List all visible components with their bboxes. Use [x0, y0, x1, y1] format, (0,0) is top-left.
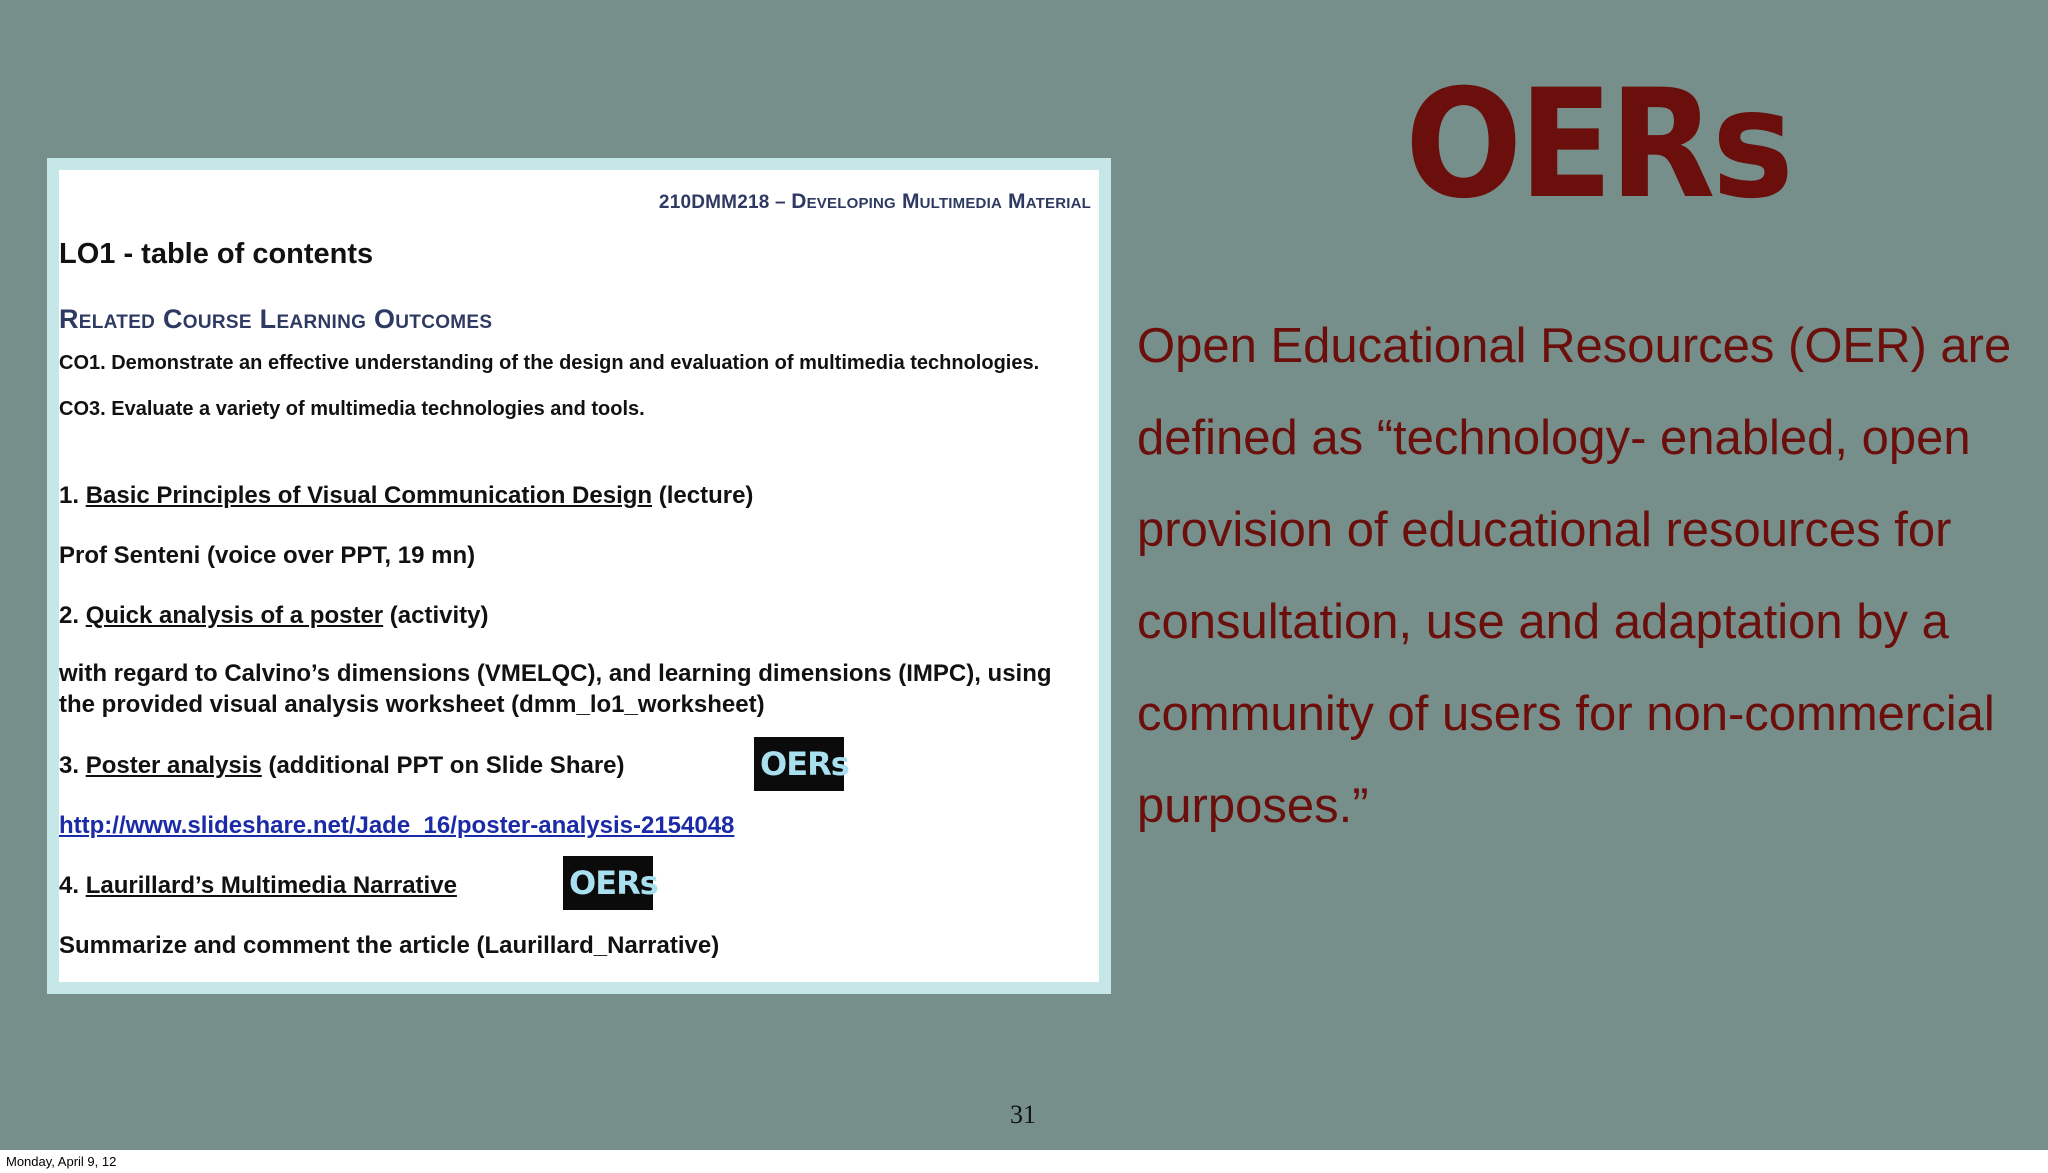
course-code: 210DMM218 [658, 192, 770, 213]
item-number: 1. [59, 482, 86, 509]
slide-title: OERs [1405, 58, 1791, 232]
item-4 [59, 872, 457, 900]
item-3-title: Poster analysis [85, 752, 262, 779]
footer-date: Monday, April 9, 12 [6, 1154, 117, 1169]
item-1 [59, 482, 753, 510]
item-number: 4. [59, 872, 86, 899]
item-suffix: (activity) [383, 602, 489, 629]
item-suffix: (additional PPT on Slide Share) [261, 752, 625, 779]
lo-title: LO1 - table of contents [59, 238, 374, 270]
course-separator: – [769, 192, 792, 213]
activity-note: with regard to Calvino’s dimensions (VMELQC), and learning dimensions (IMPC), using the provided visual analysis worksheet (dmm_lo1_worksheet) [59, 660, 1052, 718]
related-outcomes-heading: Related Course Learning Outcomes [59, 304, 493, 334]
outcome-co3: CO3. Evaluate a variety of multimedia technologies and tools. [59, 398, 645, 420]
footer-strip [0, 1150, 2048, 1173]
item-suffix: (lecture) [652, 482, 754, 509]
oers-badge: OERs [563, 856, 653, 910]
item-4-title: Laurillard’s Multimedia Narrative [85, 872, 457, 899]
final-note: Summarize and comment the article (Laurillard_Narrative) [59, 932, 720, 959]
item-1-title: Basic Principles of Visual Communication Design [85, 482, 653, 509]
course-name: Developing Multimedia Material [791, 190, 1091, 213]
item-number: 2. [59, 602, 86, 629]
item-2 [59, 602, 489, 630]
item-3 [59, 752, 625, 780]
outcome-co1: CO1. Demonstrate an effective understanding of the design and evaluation of multimedia technologies. [59, 352, 1040, 374]
item-number: 3. [59, 752, 86, 779]
oer-definition: Open Educational Resources (OER) are defined as “technology- enabled, open provision of educational resources for consultation, use and adaptation by a community of users for non-commercial purposes.” [1137, 319, 2012, 833]
document-page [59, 170, 1099, 982]
oers-badge: OERs [754, 737, 844, 791]
lecture-note: Prof Senteni (voice over PPT, 19 mn) [59, 542, 476, 569]
item-2-title: Quick analysis of a poster [85, 602, 384, 629]
slideshare-link[interactable]: http://www.slideshare.net/Jade_16/poster-analysis-2154048 [59, 812, 735, 839]
course-header [659, 190, 1091, 214]
document-screenshot-frame [47, 158, 1111, 994]
slide-number: 31 [1010, 1100, 1036, 1129]
